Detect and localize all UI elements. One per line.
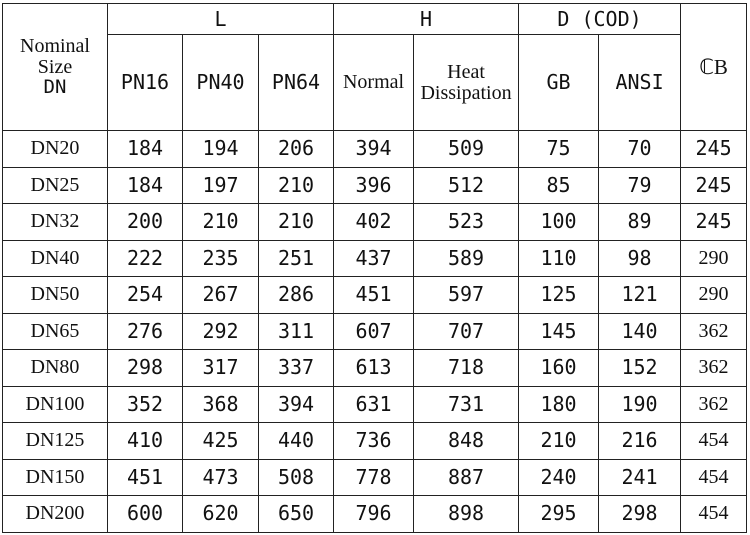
table-row [3, 496, 747, 533]
header-nominal-line2: Size [37, 56, 73, 79]
cell-pn64: 650 [259, 496, 334, 533]
cell-dn: DN150 [3, 459, 108, 496]
cell-ansi: 152 [599, 350, 681, 387]
cell-dn: DN25 [3, 167, 108, 204]
cell-pn16: 410 [108, 423, 183, 460]
cell-ansi: 98 [599, 240, 681, 277]
header-group-L: L [108, 4, 334, 35]
cell-cb: 454 [681, 496, 747, 533]
cell-pn16: 184 [108, 167, 183, 204]
table-row [3, 423, 747, 460]
cell-heat: 512 [414, 167, 519, 204]
cell-dn: DN65 [3, 313, 108, 350]
cell-cb: 362 [681, 386, 747, 423]
cell-normal: 607 [334, 313, 414, 350]
cell-heat: 718 [414, 350, 519, 387]
cell-gb: 145 [519, 313, 599, 350]
cell-gb: 210 [519, 423, 599, 460]
cell-cb: 290 [681, 277, 747, 314]
header-pn64: PN64 [259, 35, 334, 131]
cell-ansi: 70 [599, 131, 681, 168]
table-row [3, 277, 747, 314]
header-heat-line1: Heat [447, 60, 485, 83]
cell-gb: 295 [519, 496, 599, 533]
cell-ansi: 241 [599, 459, 681, 496]
table-row [3, 204, 747, 241]
cell-cb: 245 [681, 131, 747, 168]
cell-pn64: 210 [259, 167, 334, 204]
header-pn40: PN40 [183, 35, 259, 131]
cell-dn: DN40 [3, 240, 108, 277]
cell-ansi: 121 [599, 277, 681, 314]
cell-pn40: 194 [183, 131, 259, 168]
cell-ansi: 298 [599, 496, 681, 533]
cell-normal: 613 [334, 350, 414, 387]
cell-pn16: 222 [108, 240, 183, 277]
cell-pn40: 235 [183, 240, 259, 277]
cell-cb: 454 [681, 459, 747, 496]
cell-gb: 110 [519, 240, 599, 277]
cell-heat: 898 [414, 496, 519, 533]
header-cb: ℂB [681, 4, 747, 131]
cell-dn: DN20 [3, 131, 108, 168]
cell-heat: 523 [414, 204, 519, 241]
cell-cb: 290 [681, 240, 747, 277]
cell-pn64: 286 [259, 277, 334, 314]
header-heat-line2: Dissipation [420, 81, 512, 104]
cell-heat: 589 [414, 240, 519, 277]
cell-gb: 125 [519, 277, 599, 314]
cell-ansi: 79 [599, 167, 681, 204]
cell-gb: 160 [519, 350, 599, 387]
cell-ansi: 89 [599, 204, 681, 241]
cell-heat: 887 [414, 459, 519, 496]
dimensions-table [2, 3, 747, 533]
cell-pn16: 352 [108, 386, 183, 423]
header-nominal-size [3, 4, 108, 131]
table-row [3, 386, 747, 423]
header-group-D: D (COD) [519, 4, 681, 35]
cell-heat: 707 [414, 313, 519, 350]
cell-cb: 245 [681, 167, 747, 204]
cell-ansi: 140 [599, 313, 681, 350]
header-pn16: PN16 [108, 35, 183, 131]
cell-pn40: 267 [183, 277, 259, 314]
cell-normal: 631 [334, 386, 414, 423]
table-row [3, 240, 747, 277]
cell-pn16: 298 [108, 350, 183, 387]
cell-dn: DN50 [3, 277, 108, 314]
cell-pn16: 200 [108, 204, 183, 241]
header-normal: Normal [334, 35, 414, 131]
cell-dn: DN200 [3, 496, 108, 533]
header-nominal-line3: DN [43, 76, 67, 99]
cell-pn40: 317 [183, 350, 259, 387]
cell-pn64: 311 [259, 313, 334, 350]
table-row [3, 313, 747, 350]
table-row [3, 350, 747, 387]
cell-normal: 402 [334, 204, 414, 241]
cell-cb: 454 [681, 423, 747, 460]
cell-normal: 394 [334, 131, 414, 168]
cell-normal: 796 [334, 496, 414, 533]
cell-gb: 100 [519, 204, 599, 241]
cell-gb: 85 [519, 167, 599, 204]
table-row [3, 459, 747, 496]
cell-normal: 437 [334, 240, 414, 277]
cell-pn16: 254 [108, 277, 183, 314]
cell-pn64: 337 [259, 350, 334, 387]
cell-pn64: 206 [259, 131, 334, 168]
cell-pn16: 451 [108, 459, 183, 496]
cell-heat: 848 [414, 423, 519, 460]
cell-pn40: 473 [183, 459, 259, 496]
table-row [3, 167, 747, 204]
cell-pn64: 440 [259, 423, 334, 460]
cell-normal: 396 [334, 167, 414, 204]
header-heat-dissipation [414, 35, 519, 131]
cell-pn16: 600 [108, 496, 183, 533]
cell-ansi: 216 [599, 423, 681, 460]
cell-gb: 75 [519, 131, 599, 168]
cell-ansi: 190 [599, 386, 681, 423]
cell-dn: DN100 [3, 386, 108, 423]
header-row-sub [3, 35, 747, 131]
cell-pn64: 210 [259, 204, 334, 241]
cell-pn16: 184 [108, 131, 183, 168]
header-nominal-line1: Nominal [20, 35, 90, 58]
cell-pn40: 620 [183, 496, 259, 533]
cell-dn: DN32 [3, 204, 108, 241]
cell-heat: 731 [414, 386, 519, 423]
header-group-H: H [334, 4, 519, 35]
cell-gb: 240 [519, 459, 599, 496]
cell-pn40: 210 [183, 204, 259, 241]
cell-heat: 597 [414, 277, 519, 314]
cell-pn40: 425 [183, 423, 259, 460]
cell-heat: 509 [414, 131, 519, 168]
header-ansi: ANSI [599, 35, 681, 131]
header-gb: GB [519, 35, 599, 131]
cell-gb: 180 [519, 386, 599, 423]
table-row [3, 131, 747, 168]
cell-normal: 736 [334, 423, 414, 460]
cell-normal: 451 [334, 277, 414, 314]
cell-pn64: 251 [259, 240, 334, 277]
cell-pn40: 292 [183, 313, 259, 350]
cell-pn64: 394 [259, 386, 334, 423]
cell-dn: DN80 [3, 350, 108, 387]
cell-pn40: 197 [183, 167, 259, 204]
cell-cb: 362 [681, 350, 747, 387]
header-row-groups [3, 4, 747, 35]
cell-pn16: 276 [108, 313, 183, 350]
cell-cb: 362 [681, 313, 747, 350]
cell-cb: 245 [681, 204, 747, 241]
cell-dn: DN125 [3, 423, 108, 460]
cell-normal: 778 [334, 459, 414, 496]
cell-pn40: 368 [183, 386, 259, 423]
cell-pn64: 508 [259, 459, 334, 496]
